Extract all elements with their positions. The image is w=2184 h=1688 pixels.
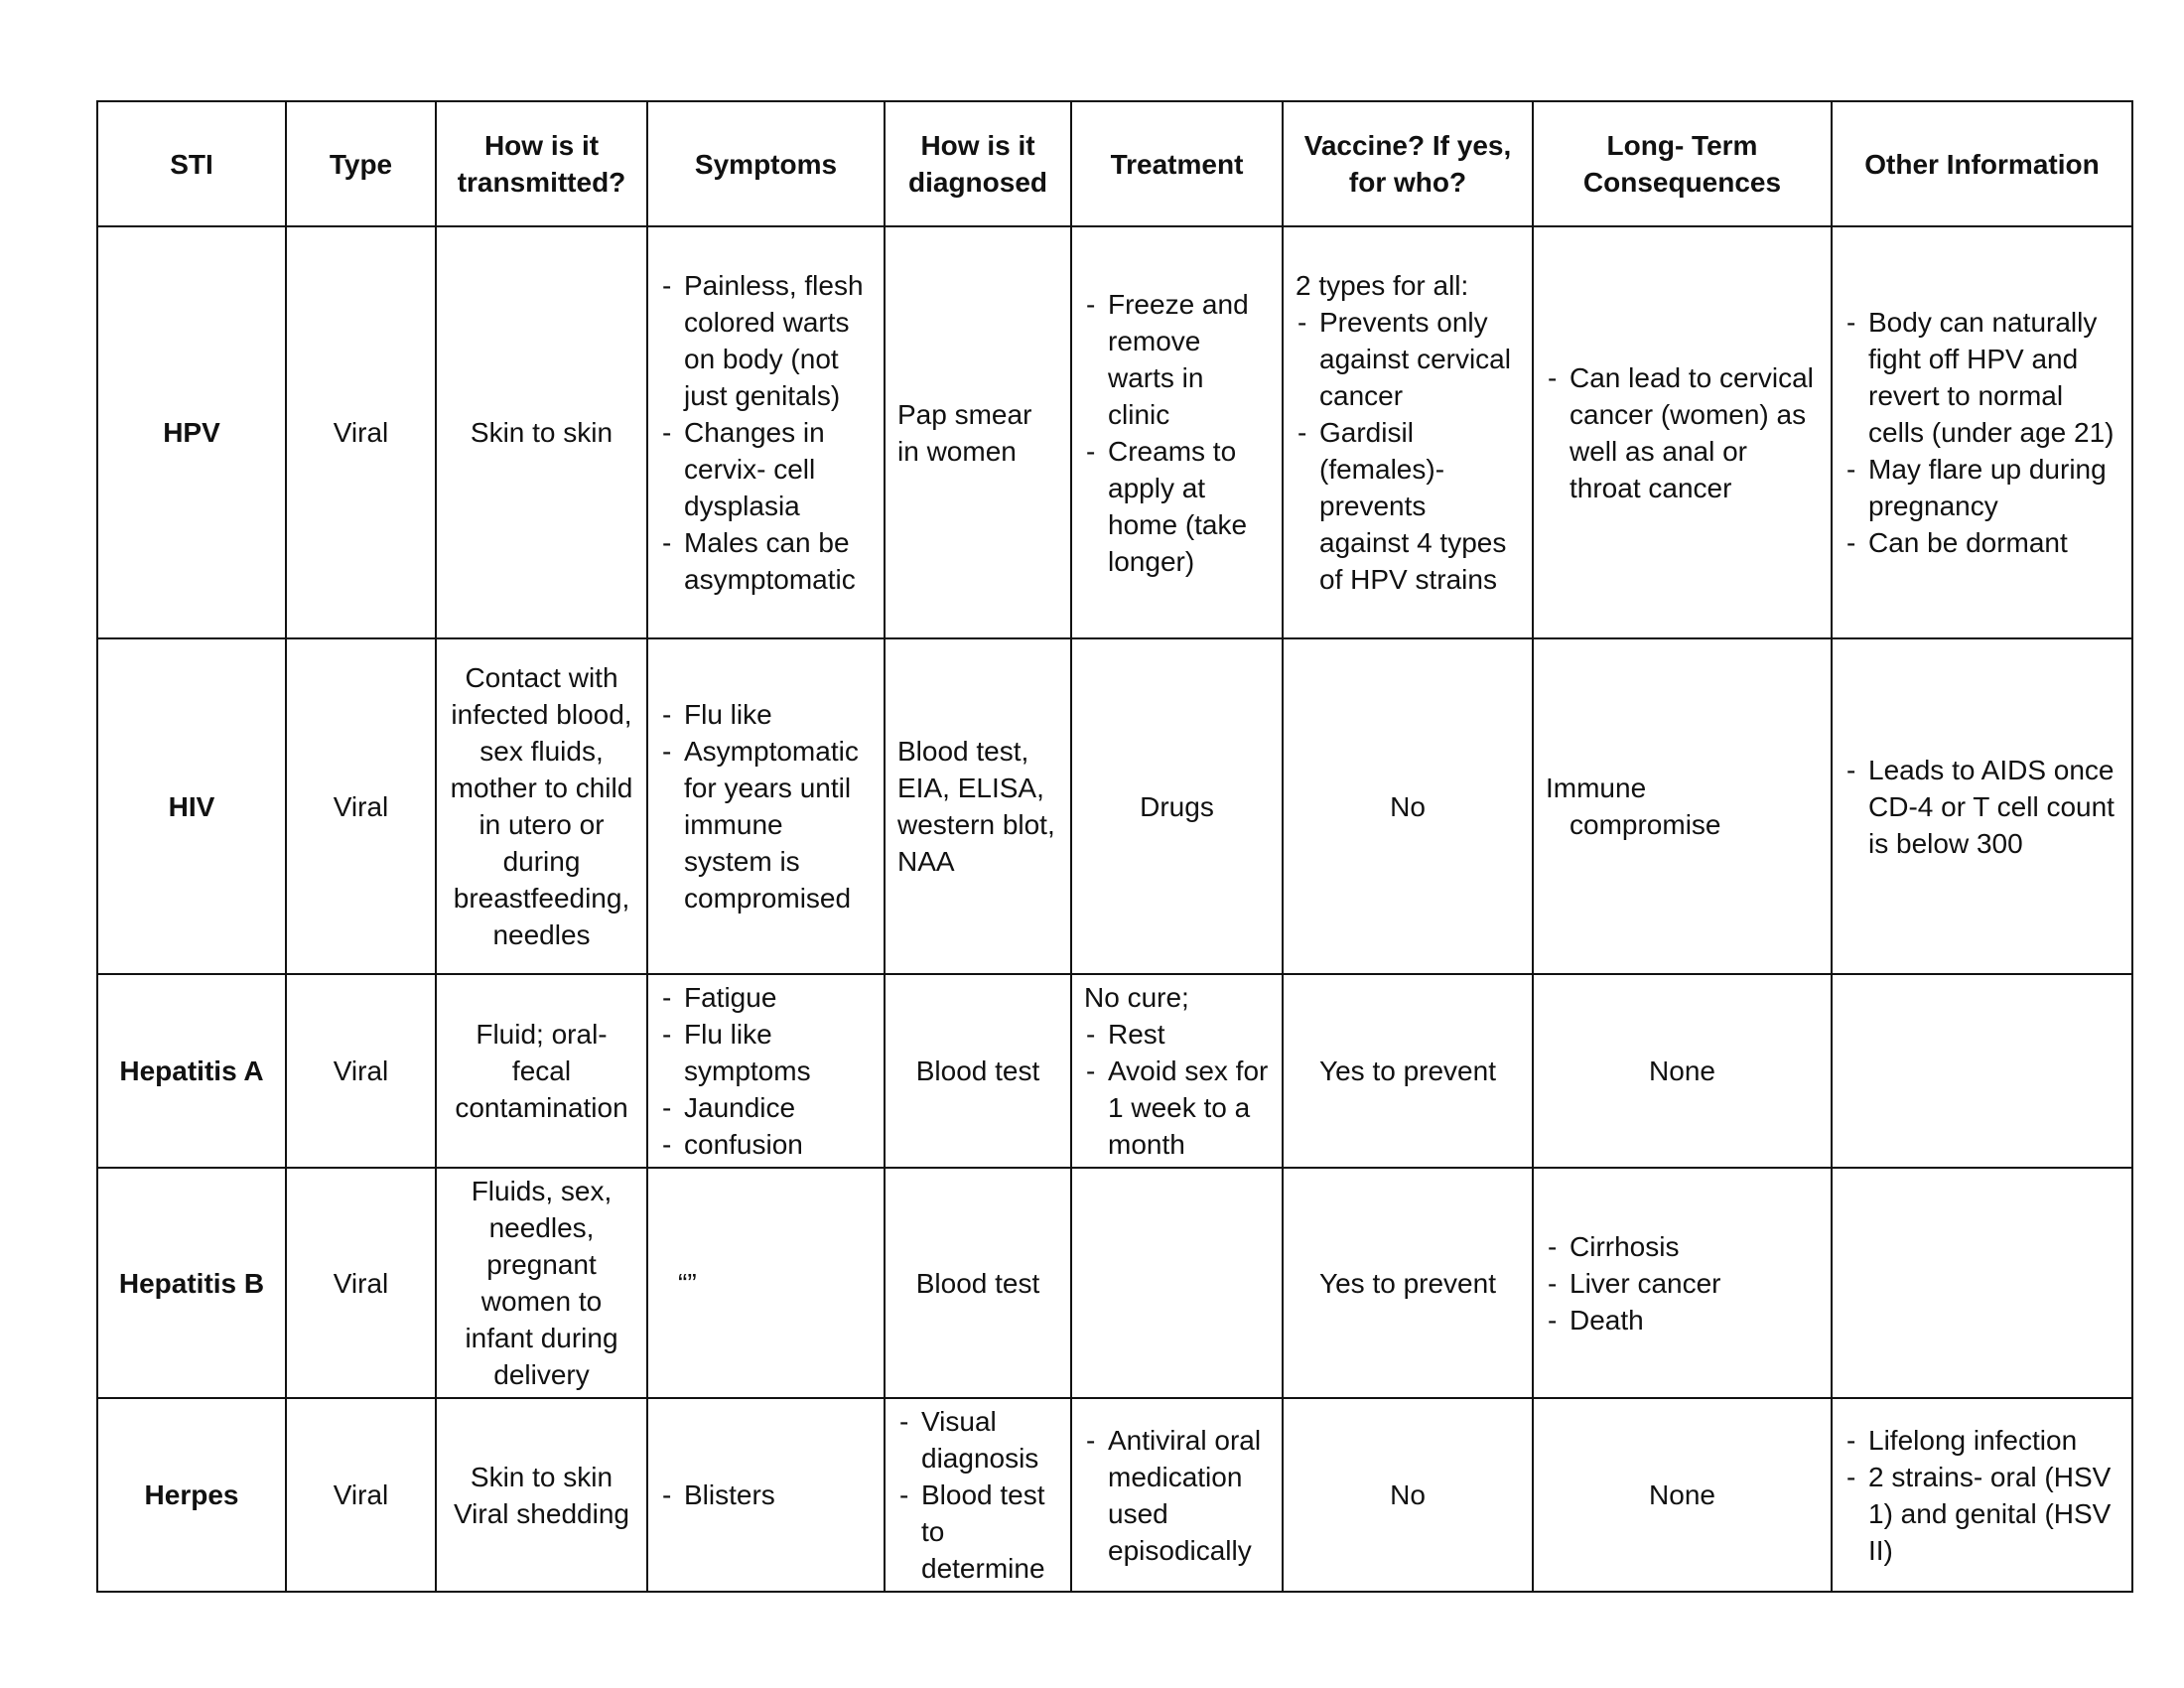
sti-table — [96, 100, 2133, 1593]
consequences-cell — [1533, 226, 1832, 638]
list-item: - Prevents only against cervical cancer — [1296, 304, 1520, 414]
type-cell: Viral — [286, 226, 436, 638]
list-item: - Fatigue — [660, 979, 872, 1016]
transmitted-cell: Fluids, sex, needles, pregnant women to infant during delivery — [436, 1168, 647, 1398]
list-item: - Avoid sex for 1 week to a month — [1084, 1053, 1270, 1163]
header-diagnosed: How is it diagnosed — [885, 101, 1071, 226]
vaccine-cell: No — [1283, 638, 1533, 974]
symptoms-list — [660, 1477, 872, 1513]
type-cell: Viral — [286, 974, 436, 1168]
treatment-list — [1084, 1422, 1270, 1569]
transmitted-cell: Fluid; oral-fecal contamination — [436, 974, 647, 1168]
other-cell — [1832, 1168, 2132, 1398]
transmitted-cell: Skin to skin — [436, 226, 647, 638]
consequences-line: Immune — [1546, 773, 1647, 803]
list-item: - Rest — [1084, 1016, 1270, 1053]
symptoms-list — [660, 979, 872, 1163]
list-item: - Creams to apply at home (take longer) — [1084, 433, 1270, 580]
header-treatment: Treatment — [1071, 101, 1283, 226]
list-item: - Flu like — [660, 696, 872, 733]
symptoms-list — [660, 267, 872, 598]
consequences-list — [1546, 1228, 1819, 1338]
type-cell: Viral — [286, 638, 436, 974]
treatment-list — [1084, 1016, 1270, 1163]
list-item: - Death — [1546, 1302, 1819, 1338]
diagnosed-cell: Blood test — [885, 974, 1071, 1168]
list-item: - Painless, flesh colored warts on body (not just genitals) — [660, 267, 872, 414]
other-cell — [1832, 638, 2132, 974]
symptoms-cell — [647, 226, 885, 638]
treatment-cell — [1071, 1398, 1283, 1592]
transmitted-cell: Contact with infected blood, sex fluids, mother to child in utero or during breastfeeding, needles — [436, 638, 647, 974]
vaccine-cell: Yes to prevent — [1283, 974, 1533, 1168]
header-consequences: Long- Term Consequences — [1533, 101, 1832, 226]
vaccine-intro: 2 types for all: — [1296, 270, 1469, 301]
list-item: - Changes in cervix- cell dysplasia — [660, 414, 872, 524]
table-row-hepatitis-a — [97, 974, 2132, 1168]
list-item: - Asymptomatic for years until immune system is compromised — [660, 733, 872, 916]
list-item: - Can lead to cervical cancer (women) as well as anal or throat cancer — [1546, 359, 1819, 506]
other-cell — [1832, 226, 2132, 638]
table-row-herpes — [97, 1398, 2132, 1592]
vaccine-list — [1296, 304, 1520, 598]
vaccine-cell — [1283, 226, 1533, 638]
diagnosed-list — [897, 1403, 1058, 1587]
list-item: - Cirrhosis — [1546, 1228, 1819, 1265]
header-sti: STI — [97, 101, 286, 226]
list-item: - confusion — [660, 1126, 872, 1163]
header-transmitted: How is it transmitted? — [436, 101, 647, 226]
list-item: - Lifelong infection — [1844, 1422, 2119, 1459]
other-cell — [1832, 1398, 2132, 1592]
list-item: - Body can naturally fight off HPV and revert to normal cells (under age 21) — [1844, 304, 2119, 451]
list-item: - Antiviral oral medication used episodically — [1084, 1422, 1270, 1569]
header-symptoms: Symptoms — [647, 101, 885, 226]
diagnosed-cell: Blood test — [885, 1168, 1071, 1398]
list-item: - Gardisil (females)- prevents against 4 types of HPV strains — [1296, 414, 1520, 598]
consequences-list — [1546, 359, 1819, 506]
symptoms-cell — [647, 638, 885, 974]
other-list — [1844, 1422, 2119, 1569]
list-item: - Blisters — [660, 1477, 872, 1513]
transmitted-line: Viral shedding — [454, 1497, 629, 1529]
symptoms-cell — [647, 974, 885, 1168]
header-type: Type — [286, 101, 436, 226]
list-item: - Flu like symptoms — [660, 1016, 872, 1089]
header-row — [97, 101, 2132, 226]
sti-name: HPV — [97, 226, 286, 638]
header-other: Other Information — [1832, 101, 2132, 226]
sti-name: Hepatitis A — [97, 974, 286, 1168]
diagnosed-cell — [885, 1398, 1071, 1592]
consequences-line: compromise — [1570, 809, 1721, 840]
type-cell: Viral — [286, 1398, 436, 1592]
sti-name: Hepatitis B — [97, 1168, 286, 1398]
table-row-hiv — [97, 638, 2132, 974]
diagnosed-cell: Pap smear in women — [885, 226, 1071, 638]
list-item: - Jaundice — [660, 1089, 872, 1126]
list-item: - Can be dormant — [1844, 524, 2119, 561]
list-item: - 2 strains- oral (HSV 1) and genital (HSV II) — [1844, 1459, 2119, 1569]
vaccine-cell: Yes to prevent — [1283, 1168, 1533, 1398]
consequences-cell — [1533, 638, 1832, 974]
diagnosed-cell: Blood test, EIA, ELISA, western blot, NAA — [885, 638, 1071, 974]
list-item: - Liver cancer — [1546, 1265, 1819, 1302]
treatment-cell — [1071, 226, 1283, 638]
transmitted-line: Skin to skin — [470, 1461, 614, 1492]
vaccine-cell: No — [1283, 1398, 1533, 1592]
sti-name: HIV — [97, 638, 286, 974]
consequences-cell: None — [1533, 1398, 1832, 1592]
treatment-intro: No cure; — [1084, 982, 1189, 1013]
consequences-cell: None — [1533, 974, 1832, 1168]
table-row-hpv — [97, 226, 2132, 638]
list-item: - Leads to AIDS once CD-4 or T cell count is below 300 — [1844, 752, 2119, 862]
list-item: - Blood test to determine — [897, 1477, 1058, 1587]
treatment-cell — [1071, 974, 1283, 1168]
symptoms-cell — [647, 1398, 885, 1592]
list-item: - Males can be asymptomatic — [660, 524, 872, 598]
other-list — [1844, 752, 2119, 862]
other-list — [1844, 304, 2119, 561]
table-row-hepatitis-b — [97, 1168, 2132, 1398]
sti-name: Herpes — [97, 1398, 286, 1592]
transmitted-cell — [436, 1398, 647, 1592]
list-item: - Visual diagnosis — [897, 1403, 1058, 1477]
symptoms-cell: “” — [647, 1168, 885, 1398]
consequences-cell — [1533, 1168, 1832, 1398]
header-vaccine: Vaccine? If yes, for who? — [1283, 101, 1533, 226]
treatment-cell — [1071, 1168, 1283, 1398]
treatment-cell: Drugs — [1071, 638, 1283, 974]
treatment-list — [1084, 286, 1270, 580]
symptoms-list — [660, 696, 872, 916]
other-cell — [1832, 974, 2132, 1168]
list-item: - Freeze and remove warts in clinic — [1084, 286, 1270, 433]
list-item: - May flare up during pregnancy — [1844, 451, 2119, 524]
type-cell: Viral — [286, 1168, 436, 1398]
